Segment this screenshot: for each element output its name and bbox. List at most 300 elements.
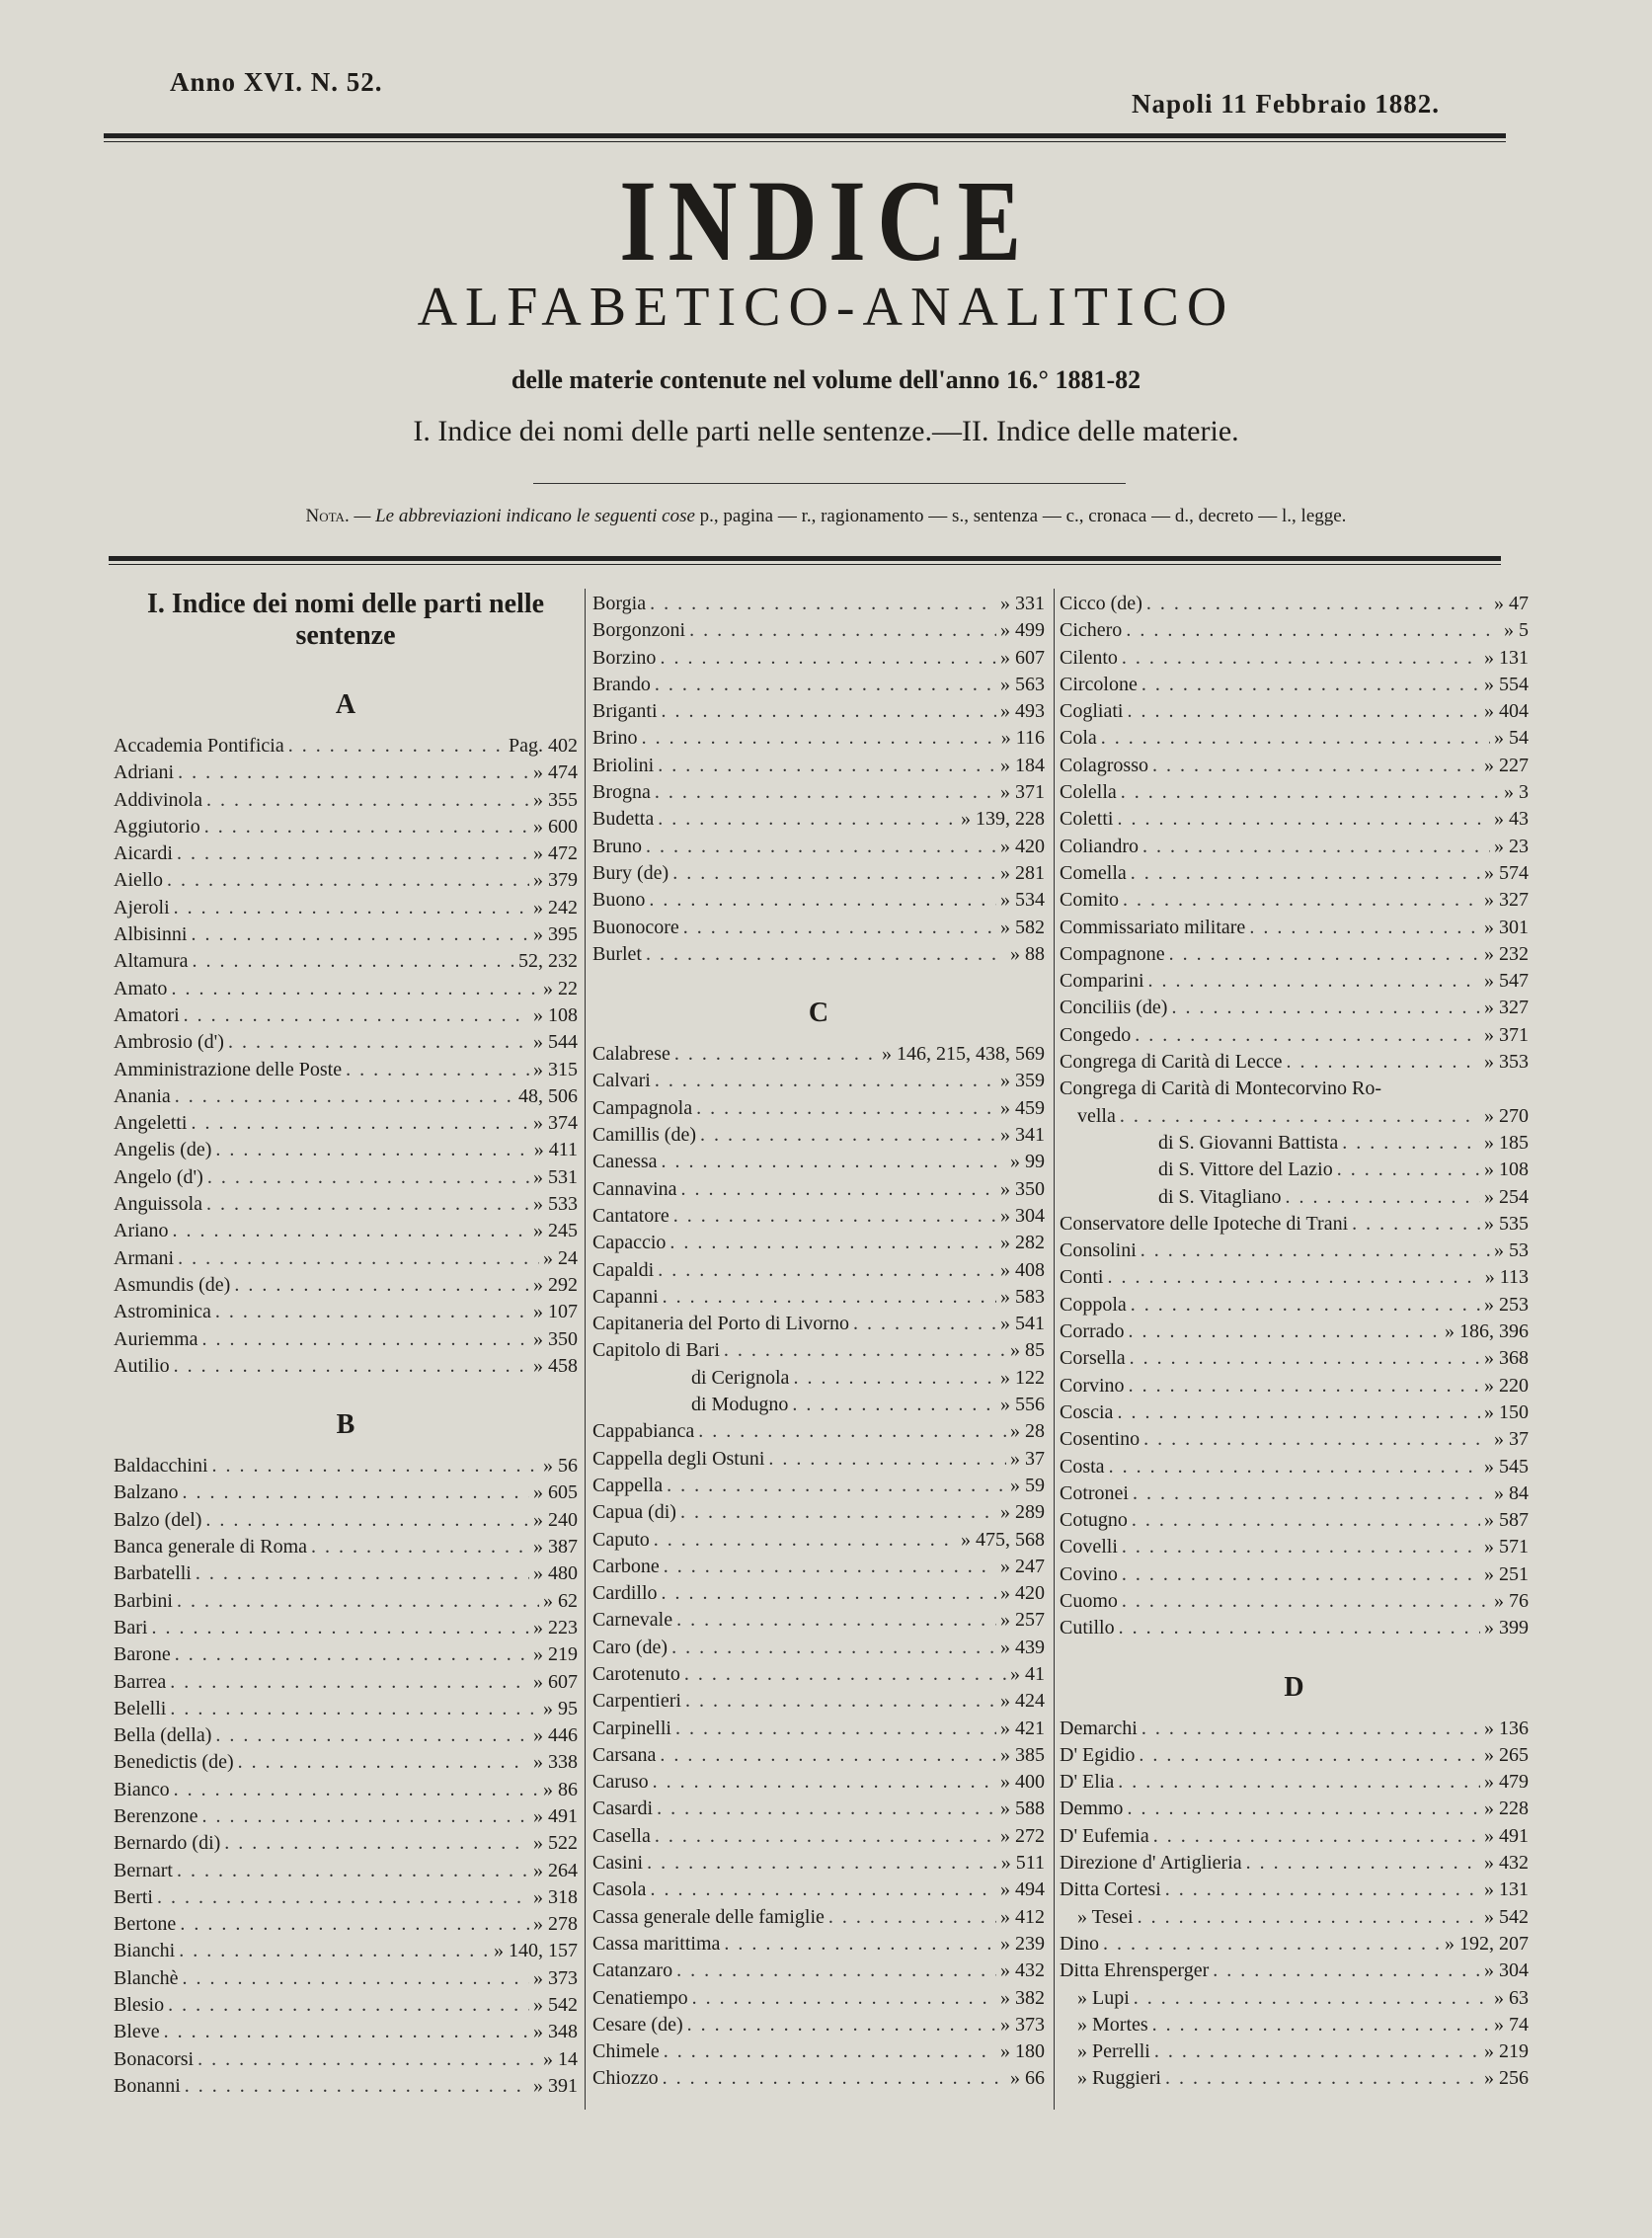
index-entry [1060,834,1529,860]
entry-name: Autilio [114,1354,170,1377]
entry-name: D' Elia [1060,1771,1115,1794]
entry-page: » 583 [1000,1285,1045,1308]
entry-page: » 571 [1484,1536,1529,1559]
index-entry [1060,779,1529,806]
leader-dots [1139,1742,1480,1769]
leader-dots [1165,1877,1480,1903]
index-entry [114,1164,578,1191]
leader-dots [662,1149,1006,1175]
entry-page: » 282 [1000,1232,1045,1254]
entry-name: Barbini [114,1589,173,1612]
note-label: Nota. [305,506,350,526]
entry-page: » 281 [1000,861,1045,884]
entry-page: » 420 [1000,1582,1045,1605]
entry-page: » 185 [1484,1131,1529,1154]
leader-dots [657,1796,996,1822]
entry-page: » 5 [1504,619,1529,642]
entry-name: Asmundis (de) [114,1273,231,1296]
entry-page: » 99 [1010,1151,1045,1173]
leader-dots [1143,1426,1490,1453]
leader-dots [174,1353,529,1380]
entry-page: » 264 [533,1859,578,1881]
entry-page: » 474 [533,761,578,784]
entry-name: Cilento [1060,646,1118,669]
entry-page: » 371 [1000,781,1045,804]
entry-name: Cutillo [1060,1617,1115,1639]
entry-page: » 353 [1484,1051,1529,1074]
entry-name: Chiozzo [592,2067,659,2090]
leader-dots [205,1507,529,1534]
index-entry [592,617,1045,644]
leader-dots [700,1122,996,1149]
index-entry [1060,1292,1529,1319]
entry-page: » 272 [1000,1824,1045,1847]
entry-page: » 341 [1000,1124,1045,1147]
index-entry [592,1418,1045,1445]
entry-name: Cassa marittima [592,1932,721,1955]
entry-name: Bleve [114,2021,160,2043]
index-entry [1060,1211,1529,1238]
entry-page: » 493 [1000,700,1045,723]
entry-page: » 54 [1494,727,1529,750]
entry-name: Bertone [114,1913,177,1936]
entry-page: » 412 [1000,1905,1045,1928]
index-entry [114,1534,578,1560]
index-entry [592,915,1045,941]
top-rule-thin [104,141,1506,142]
index-entry [592,806,1045,833]
index-entry [1060,887,1529,914]
leader-dots [1342,1130,1480,1157]
leader-dots [1117,806,1490,833]
entry-page: » 254 [1484,1185,1529,1208]
index-column-2 [592,591,1045,2093]
leader-dots [683,915,996,941]
entry-name: Capitaneria del Porto di Livorno [592,1313,849,1335]
index-entry [114,1938,578,1964]
entry-name: Bari [114,1616,148,1639]
index-entry [1060,1615,1529,1641]
entry-page: » 146, 215, 438, 569 [882,1043,1045,1066]
index-entry [592,1850,1045,1877]
leader-dots [171,976,539,1002]
entry-page: » 491 [533,1804,578,1827]
entry-name: Casini [592,1852,644,1875]
leader-dots [650,1877,996,1903]
leader-dots [664,2038,996,2065]
entry-name: di S. Vitagliano [1158,1185,1282,1208]
index-entry [114,1299,578,1325]
entry-page: » 432 [1484,1852,1529,1875]
entry-name: Capitolo di Bari [592,1339,720,1362]
index-entry [1060,591,1529,617]
entry-page: » 391 [533,2074,578,2097]
leader-dots [157,1884,529,1911]
leader-dots [724,1931,996,1958]
index-entry [592,1122,1045,1149]
entry-name: Colella [1060,781,1117,804]
entry-name: Carsana [592,1743,657,1766]
entry-page: » 253 [1484,1293,1529,1316]
index-entry [114,1191,578,1218]
entry-name: Bonanni [114,2074,181,2097]
leader-dots [1138,1904,1480,1931]
leader-dots [662,698,996,725]
entry-name: Carnevale [592,1609,673,1632]
entry-name: Colagrosso [1060,754,1148,776]
entry-name: Bury (de) [592,861,669,884]
entry-name: Cichero [1060,619,1123,642]
entry-page: » 368 [1484,1347,1529,1370]
entry-name: Barone [114,1643,171,1666]
entry-page: » 63 [1494,1986,1529,2009]
entry-page: » 289 [1000,1501,1045,1524]
entry-name: Cogliati [1060,700,1124,723]
entry-name: Aggiutorio [114,815,200,838]
index-entry [592,1230,1045,1256]
entry-page: » 472 [533,842,578,865]
leader-dots [193,948,514,975]
leader-dots [768,1446,1006,1473]
entry-name: Burlet [592,942,642,965]
leader-dots [1141,1238,1490,1264]
entry-name: Amato [114,977,168,999]
entry-name: Addivinola [114,788,202,811]
leader-dots [1246,1850,1480,1877]
leader-dots [207,1164,529,1191]
leader-dots [167,867,529,894]
leader-dots [206,1191,529,1218]
leader-dots [191,1110,529,1137]
leader-dots [180,1911,529,1938]
entry-page: » 47 [1494,593,1529,614]
leader-dots [1141,672,1480,698]
entry-page: » 373 [1000,2013,1045,2036]
entry-name: Carpinelli [592,1717,671,1739]
entry-page: » 421 [1000,1717,1045,1739]
index-entry [592,1203,1045,1230]
entry-page: » 84 [1494,1481,1529,1504]
leader-dots [1109,1454,1480,1480]
leader-dots [669,1230,996,1256]
entry-name: Casola [592,1878,647,1901]
index-entry [1060,1103,1529,1130]
entry-name: Altamura [114,950,189,973]
entry-name: Comito [1060,889,1120,912]
entry-name: di Modugno [691,1394,789,1416]
index-entry-continued: Congrega di Carità di Montecorvino Ro- [1060,1078,1382,1100]
entry-page: » 545 [1484,1455,1529,1478]
index-entry [114,787,578,814]
index-entry [114,1137,578,1163]
index-entry [592,1554,1045,1580]
leader-dots [1122,1534,1480,1560]
entry-page: » 531 [533,1165,578,1188]
leader-dots [191,921,529,948]
index-entry [1060,1319,1529,1345]
entry-name: Bianco [114,1778,170,1800]
index-entry [114,921,578,948]
leader-dots [1337,1157,1480,1183]
entry-page: » 554 [1484,673,1529,695]
index-entry [592,1473,1045,1499]
entry-name: Casella [592,1824,651,1847]
index-entry [1060,915,1529,941]
leader-dots [660,645,996,672]
index-entry [592,1716,1045,1742]
entry-page: » 186, 396 [1445,1320,1529,1343]
index-entry [1060,645,1529,672]
leader-dots [202,1326,529,1353]
leader-dots [1165,2065,1480,2092]
index-entry [1060,1534,1529,1560]
page-title: INDICE [619,156,1033,285]
entry-page: » 348 [533,2021,578,2043]
leader-dots [1213,1958,1480,1984]
index-entry [592,2065,1045,2092]
entry-page: » 327 [1484,889,1529,912]
entry-name: Ariano [114,1220,169,1242]
entry-name: vella [1077,1104,1116,1127]
index-entry [114,1830,578,1857]
index-entry [1060,1796,1529,1822]
index-entry [114,1641,578,1668]
index-entry [1060,698,1529,725]
entry-page: » 350 [1000,1177,1045,1200]
entry-page: » 251 [1484,1562,1529,1585]
leader-dots [853,1311,996,1337]
leader-dots [288,733,505,759]
index-entry [592,753,1045,779]
index-entry [114,814,578,840]
entry-name: Cantatore [592,1204,669,1227]
index-entry [1060,1716,1529,1742]
entry-page: » 458 [533,1354,578,1377]
section-heading: I. Indice dei nomi delle parti nelle sentenze [146,589,545,651]
entry-name: Aiello [114,869,163,892]
index-column-1 [114,589,578,2100]
entry-page: » 23 [1494,835,1529,857]
index-entry [114,1479,578,1506]
index-entry [1060,1049,1529,1076]
entry-name: Casardi [592,1798,654,1820]
entry-page: » 256 [1484,2067,1529,2090]
entry-page: » 37 [1494,1428,1529,1451]
leader-dots [675,1716,996,1742]
leader-dots [1122,1561,1480,1588]
letter-heading: B [336,1409,355,1441]
index-entry [1060,1454,1529,1480]
leader-dots [642,725,997,752]
entry-name: Chimele [592,2040,660,2063]
leader-dots [646,941,1006,968]
leader-dots [178,1245,539,1272]
index-entry [1060,1157,1529,1183]
entry-page: » 607 [1000,646,1045,669]
index-entry [114,895,578,921]
index-entry [592,1661,1045,1688]
entry-name: Ajeroli [114,896,170,919]
leader-dots [1122,1588,1490,1615]
column-divider [1054,589,1055,2110]
leader-dots [202,1803,529,1830]
index-entry [1060,860,1529,887]
entry-name: Coletti [1060,808,1114,831]
leader-dots [1127,1796,1480,1822]
bottom-rule-thin [109,564,1501,565]
entry-page: » 131 [1484,1878,1529,1901]
index-entry [1060,1238,1529,1264]
entry-page: » 535 [1484,1212,1529,1235]
index-entry [592,672,1045,698]
entry-page: » 318 [533,1885,578,1908]
entry-name: D' Eufemia [1060,1824,1149,1847]
entry-page: » 245 [533,1220,578,1242]
leader-dots [684,1661,1006,1688]
index-entry [592,1499,1045,1526]
entry-page: » 41 [1010,1662,1045,1685]
entry-name: Anguissola [114,1193,202,1216]
index-entry [1060,1931,1529,1958]
leader-dots [1132,1507,1480,1534]
entry-name: Conti [1060,1266,1104,1289]
entry-page: » 107 [533,1301,578,1323]
entry-page: » 404 [1484,700,1529,723]
index-entry [1060,617,1529,644]
entry-name: Covino [1060,1562,1118,1585]
index-entry [114,1777,578,1803]
entry-page: » 494 [1000,1878,1045,1901]
entry-page: » 85 [1010,1339,1045,1362]
index-entry [114,1749,578,1776]
entry-page: » 399 [1484,1617,1529,1639]
entry-page: » 86 [543,1778,578,1800]
entry-name: Angelo (d') [114,1165,203,1188]
index-entry [592,1311,1045,1337]
entry-page: » 547 [1484,970,1529,993]
leader-dots [177,1858,529,1884]
letter-heading: D [1284,1671,1304,1703]
entry-page: » 66 [1010,2067,1045,2090]
index-entry [1060,753,1529,779]
index-entry [114,1858,578,1884]
index-entry [114,1696,578,1722]
index-entry [1060,1823,1529,1850]
leader-dots [1152,2012,1490,2038]
entry-name: Berenzone [114,1804,198,1827]
entry-page: » 180 [1000,2040,1045,2063]
leader-dots [667,1473,1006,1499]
leader-dots [658,753,996,779]
index-entry [592,1365,1045,1392]
entry-page: » 371 [1484,1023,1529,1046]
index-entry [114,1057,578,1083]
entry-page: » 219 [1484,2040,1529,2063]
leader-dots [663,1284,996,1311]
entry-page: » 424 [1000,1690,1045,1713]
index-entry [1060,2012,1529,2038]
entry-page: » 122 [1000,1366,1045,1389]
entry-page: » 331 [1000,593,1045,614]
index-entry [1060,725,1529,752]
entry-name: Amministrazione delle Poste [114,1058,343,1080]
issue-date: Napoli 11 Febbraio 1882. [1131,89,1440,119]
entry-page: » 113 [1484,1266,1529,1289]
entry-name: Briganti [592,700,658,723]
leader-dots [654,1527,957,1554]
leader-dots [1142,834,1490,860]
entry-page: » 53 [1494,1239,1529,1262]
leader-dots [178,759,529,786]
leader-dots [1152,753,1480,779]
entry-name: Albisinni [114,923,188,946]
leader-dots [1103,1931,1441,1958]
entry-name: » Tesei [1077,1905,1134,1928]
entry-page: » 150 [1484,1400,1529,1423]
entry-name: Corrado [1060,1320,1125,1343]
index-entry [114,1029,578,1056]
entry-name: Congedo [1060,1023,1132,1046]
entry-page: » 338 [533,1751,578,1774]
index-entry [592,1877,1045,1903]
leader-dots [1120,1103,1480,1130]
entry-name: Calvari [592,1070,651,1092]
entry-page: » 522 [533,1832,578,1855]
entry-name: Cardillo [592,1582,658,1605]
leader-dots [793,1365,996,1392]
entry-name: Bonacorsi [114,2047,195,2070]
leader-dots [1249,915,1480,941]
index-entry [1060,1904,1529,1931]
entry-name: Brando [592,673,651,695]
entry-name: Borzino [592,646,657,669]
leader-dots [174,895,529,921]
entry-page: » 227 [1484,754,1529,776]
entry-name: Comella [1060,861,1127,884]
leader-dots [653,1769,996,1796]
issue-number: Anno XVI. N. 52. [170,67,383,97]
letter-heading: C [808,998,829,1029]
leader-dots [692,1985,996,2012]
entry-name: Caruso [592,1771,649,1794]
entry-page: » 605 [533,1481,578,1504]
entry-name: Barrea [114,1670,167,1693]
leader-dots [215,1722,529,1749]
spacer [592,1031,1045,1041]
entry-name: Brogna [592,781,651,804]
entry-page: » 220 [1484,1374,1529,1397]
leader-dots [234,1272,529,1299]
leader-dots [676,1958,996,1984]
leader-dots [177,840,529,867]
leader-dots [1131,1292,1480,1319]
entry-page: » 411 [533,1139,578,1161]
index-entry [592,1985,1045,2012]
index-entry [592,887,1045,914]
leader-dots [724,1337,1006,1364]
leader-dots [647,1850,997,1877]
entry-name: Banca generale di Roma [114,1536,308,1559]
entry-page: » 387 [533,1536,578,1559]
leader-dots [183,1479,529,1506]
leader-dots [1171,995,1480,1021]
entry-name: Cola [1060,727,1097,750]
entry-name: » Ruggieri [1077,2067,1161,2090]
leader-dots [1146,591,1490,617]
entry-page: » 223 [533,1616,578,1639]
leader-dots [689,617,996,644]
entry-name: Carpentieri [592,1690,681,1713]
